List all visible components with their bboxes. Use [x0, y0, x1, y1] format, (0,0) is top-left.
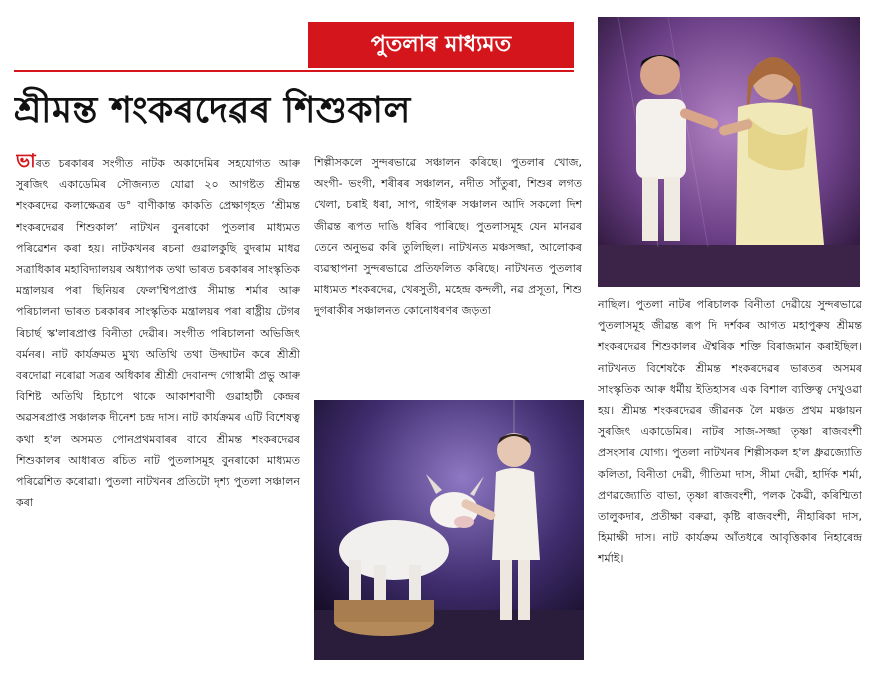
kicker-rule	[14, 70, 574, 72]
column-2-text: শিল্পীসকলে সুন্দৰভাৱে সঞ্চালন কৰিছে। পুতলাৰ খোজ, অংগী- ভংগী, শৰীৰৰ সঞ্চালন, নদীত সাঁতুৰা, শিশুৰ লগত খেলা, চৰাই ধৰা, সাপ, গাইগৰু সঞ্চালন আদি সকলো দিশ জীৱন্ত ৰূপত দাঙি ধৰিব পাৰিছে। পুতলাসমূহ যেন মানৱৰ তেনে অনুভৱ কৰি তুলিছিল। নাটখনত মঞ্চসজ্জা, আলোকৰ ব্যৱস্থাপনা সুন্দৰভাৱে প্ৰতিফলিত কৰিছে। নাটখনত পুতলাৰ মাধ্যমত শংকৰদেৱ, খেৰসুতী, মহেন্দ্ৰ কন্দলী, নৱ প্ৰসূতা, শিশু দুগৰাকীৰ সঞ্চালনত কোনোধৰণৰ জড়তা	[314, 156, 582, 318]
column-3-text: নাছিল। পুতলা নাটৰ পৰিচালক বিনীতা দেৱীয়ে সুন্দৰভাৱে পুতলাসমূহ জীৱন্ত ৰূপ দি দৰ্শকৰ আগত মহাপুৰুষ শ্ৰীমন্ত শংকৰদেৱৰ শিশুকালৰ ঐশ্বৰিক শক্তি বিৰাজমান কৰাইছিল। নাটখনত বিশেষকৈ শ্ৰীমন্ত শংকৰদেৱৰ ভাৰতৰ অসমৰ সাংস্কৃতিক আৰু ধৰ্মীয় ইতিহাসৰ এক বিশাল ব্যক্তিত্ব দেখুওৱা হয়। শ্ৰীমন্ত শংকৰদেৱৰ জীৱনক লৈ মঞ্চত প্ৰথম মঞ্চায়ন সুৰজিৎ একাডেমিৰ। নাটৰ সাজ-সজ্জা তৃষ্ণা ৰাজবংশী প্ৰসংসাৰ যোগ্য। পুতলা নাটখনৰ শিল্পীসকল হ'ল ধ্ৰুৱজ্যোতি কলিতা, বিনীতা দেৱী, গীতিমা দাস, সীমা দেৱী, হাৰ্দিক শৰ্মা, প্ৰণৱজ্যোতি বাভা, তৃষ্ণা ৰাজবংশী, পলক কৈৱী, কৰিশ্মিতা তালুকদাৰ, প্ৰতীক্ষা বৰুৱা, কৃষ্টি ৰাজবংশী, নীহাৰিকা দাস, হিমাক্ষী দাস। নাট কাৰ্যক্ৰম আঁতধৰে আবৃত্তিকাৰ নিহাৰেন্দ্ৰ শৰ্মাই।	[598, 298, 862, 566]
dropcap: ভা	[16, 152, 36, 172]
photo-two-puppets-image	[598, 17, 860, 287]
photo-two-puppets	[598, 17, 860, 287]
kicker-banner: পুতলাৰ মাধ্যমত	[308, 22, 574, 68]
article-column-1	[16, 152, 300, 664]
column-1-text: ৰত চৰকাৰৰ সংগীত নাটক অকাদেমিৰ সহযোগত আৰু সুৰজিৎ একাডেমিৰ সৌজন্যত যোৱা ২০ আগষ্টত শ্ৰীমন্ত শংকৰদেৱ কলাক্ষেত্ৰৰ ড° বাণীকান্ত কাকতি প্ৰেক্ষাগৃহত ‘শ্ৰীমন্ত শংকৰদেৱৰ শিশুকাল’ নাটখন বুনৰাকো পুতলাৰ মাধ্যমত পৰিৱেশন কৰা হয়। নাটকখনৰ ৰচনা গুৱালকুছি বুদৰাম মাধৱ সত্ৰাধিকাৰ মহাবিদ্যালয়ৰ অধ্যাপক তথা ভাৰত চৰকাৰৰ সাংস্কৃতিক মন্ত্ৰালয়ৰ পৰা ছিনিয়ৰ ফেল'শ্বিপপ্ৰাপ্ত সীমান্ত শৰ্মাৰ আৰু পৰিচালনা ভাৰত চৰকাৰৰ সাংস্কৃতিক মন্ত্ৰালয়ৰ পৰা ৰাষ্ট্ৰীয় টেগৰ ৰিচাৰ্ছ স্ক'লাৰপ্ৰাপ্ত বিনীতা দেৱীৰ। সংগীত পৰিচালনা অভিজিৎ বৰ্মনৰ। নাট কাৰ্যক্ৰমত মুখ্য অতিথি তথা উদ্ঘাটন কৰে শ্ৰীশ্ৰী বৰদোৱা নৰোৱা সত্ৰৰ অধিকাৰ শ্ৰীশ্ৰী দেবানন্দ গোস্বামী প্ৰভু আৰু বিশিষ্ট অতিথি হিচাপে থাকে আকাশবাণী গুৱাহাটী কেন্দ্ৰৰ অৱসৰপ্ৰাপ্ত সঞ্চালক দীনেশ চন্দ্ৰ দাস। নাট কাৰ্যক্ৰমৰ এটি বিশেষত্ব কথা হ'ল অসমত পোনপ্ৰথমবাৰৰ বাবে শ্ৰীমন্ত শংকৰদেৱৰ শিশুকালৰ আধাৰত ৰচিত নাট পুতলাসমূহ বুনৰাকো মাধ্যমত পৰিৱেশিত কৰোৱা। পুতলা নাটখনৰ প্ৰতিটো দৃশ্য পুতলা সঞ্চালন কৰা	[16, 157, 300, 510]
photo-puppet-cow-image	[314, 400, 584, 660]
article-column-2	[314, 152, 582, 390]
headline: শ্ৰীমন্ত শংকৰদেৱৰ শিশুকাল	[14, 90, 411, 131]
photo-puppet-cow	[314, 400, 584, 660]
article-column-3	[598, 294, 862, 664]
